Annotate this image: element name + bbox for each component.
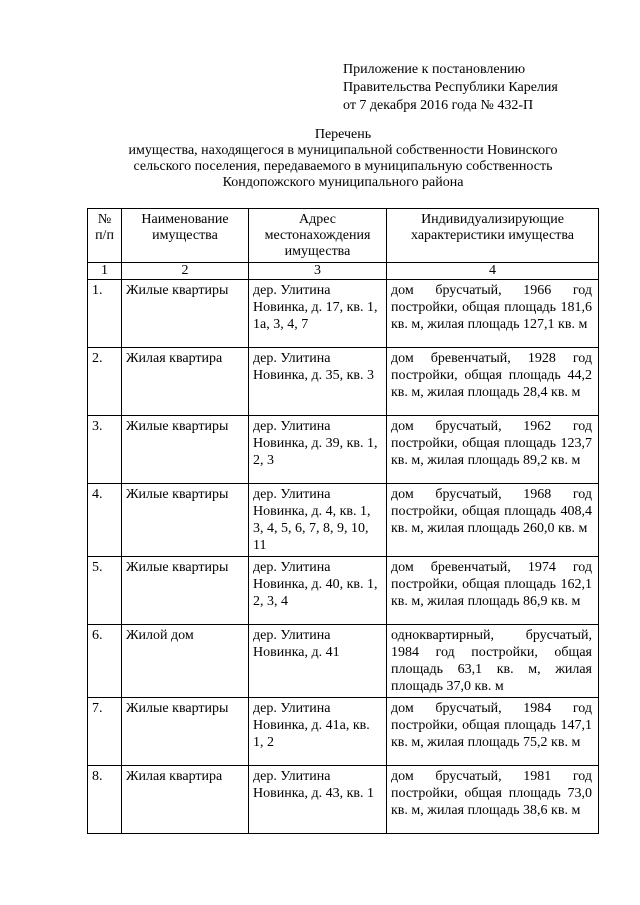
table-row [88, 625, 599, 698]
property-description: дом брусчатый, 1981 год постройки, общая площадь 73,0 кв. м, жилая площадь 38,6 кв. м [387, 766, 599, 834]
table-row [88, 557, 599, 625]
column-number: 3 [249, 263, 387, 280]
table-row [88, 484, 599, 557]
appendix-line-2: Правительства Республики Карелия [343, 80, 558, 95]
title-line-3: сельского поселения, передаваемого в муниципальную собственность [133, 159, 553, 174]
title-line-1: Перечень [314, 127, 372, 142]
row-number: 6. [88, 625, 122, 698]
property-name: Жилые квартиры [122, 484, 249, 557]
table-row [88, 348, 599, 416]
property-name: Жилые квартиры [122, 557, 249, 625]
row-number: 4. [88, 484, 122, 557]
column-number: 2 [122, 263, 249, 280]
row-number: 7. [88, 698, 122, 766]
column-number: 4 [387, 263, 599, 280]
row-number: 3. [88, 416, 122, 484]
table-row [88, 416, 599, 484]
property-address: дер. Улитина Новинка, д. 17, кв. 1, 1а, 3, 4, 7 [249, 280, 387, 348]
appendix-line-1: Приложение к постановлению [343, 62, 526, 77]
row-number: 2. [88, 348, 122, 416]
table-row [88, 280, 599, 348]
property-name: Жилой дом [122, 625, 249, 698]
property-address: дер. Улитина Новинка, д. 41а, кв. 1, 2 [249, 698, 387, 766]
property-description: дом брусчатый, 1962 год постройки, общая площадь 123,7 кв. м, жилая площадь 89,2 кв. м [387, 416, 599, 484]
row-number: 8. [88, 766, 122, 834]
property-address: дер. Улитина Новинка, д. 43, кв. 1 [249, 766, 387, 834]
property-address: дер. Улитина Новинка, д. 41 [249, 625, 387, 698]
appendix-note [343, 61, 603, 115]
property-name: Жилые квартиры [122, 280, 249, 348]
property-address: дер. Улитина Новинка, д. 39, кв. 1, 2, 3 [249, 416, 387, 484]
property-address: дер. Улитина Новинка, д. 4, кв. 1, 3, 4, 5, 6, 7, 8, 9, 10, 11 [249, 484, 387, 557]
document-title [88, 127, 598, 191]
column-number: 1 [88, 263, 122, 280]
property-description: дом брусчатый, 1984 год постройки, общая площадь 147,1 кв. м, жилая площадь 75,2 кв. м [387, 698, 599, 766]
table-header-row [88, 209, 599, 263]
title-line-2: имущества, находящегося в муниципальной собственности Новинского [128, 143, 558, 158]
property-description: дом бревенчатый, 1974 год постройки, общая площадь 162,1 кв. м, жилая площадь 86,9 кв. м [387, 557, 599, 625]
property-address: дер. Улитина Новинка, д. 40, кв. 1, 2, 3, 4 [249, 557, 387, 625]
property-description: дом бревенчатый, 1928 год постройки, общая площадь 44,2 кв. м, жилая площадь 28,4 кв. м [387, 348, 599, 416]
header-characteristics: Индивидуализирующие характеристики имущества [387, 209, 599, 263]
row-number: 1. [88, 280, 122, 348]
table-row [88, 766, 599, 834]
property-description: одноквартирный, брусчатый, 1984 год постройки, общая площадь 63,1 кв. м, жилая площадь 37,0 кв. м [387, 625, 599, 698]
appendix-line-3: от 7 декабря 2016 года № 432-П [343, 98, 534, 113]
column-number-row [88, 263, 599, 280]
property-name: Жилые квартиры [122, 698, 249, 766]
header-address: Адрес местонахождения имущества [249, 209, 387, 263]
property-name: Жилая квартира [122, 766, 249, 834]
property-description: дом брусчатый, 1966 год постройки, общая площадь 181,6 кв. м, жилая площадь 127,1 кв. м [387, 280, 599, 348]
property-description: дом брусчатый, 1968 год постройки, общая площадь 408,4 кв. м, жилая площадь 260,0 кв. м [387, 484, 599, 557]
row-number: 5. [88, 557, 122, 625]
property-name: Жилая квартира [122, 348, 249, 416]
property-table [87, 208, 599, 834]
header-number: № п/п [88, 209, 122, 263]
table-row [88, 698, 599, 766]
title-line-4: Кондопожского муниципального района [222, 175, 464, 190]
header-name: Наименование имущества [122, 209, 249, 263]
property-name: Жилые квартиры [122, 416, 249, 484]
property-address: дер. Улитина Новинка, д. 35, кв. 3 [249, 348, 387, 416]
